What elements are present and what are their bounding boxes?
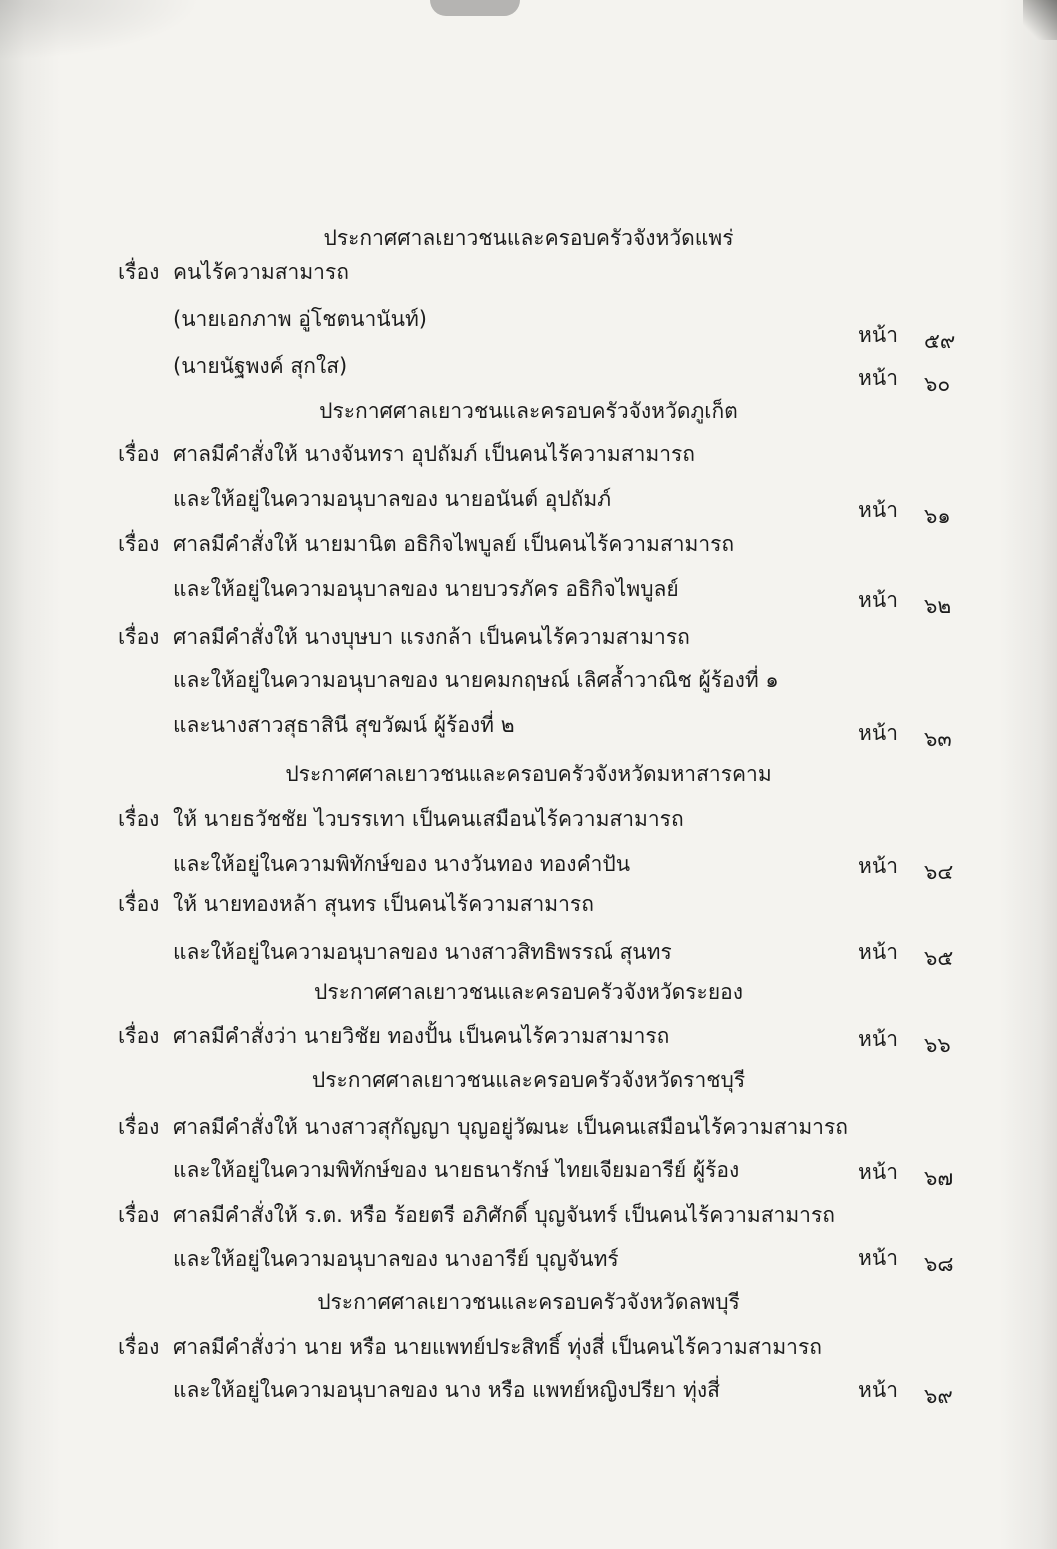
page-label: หน้า bbox=[858, 940, 898, 964]
page-label: หน้า bbox=[858, 366, 898, 390]
entry-line: และให้อยู่ในความอนุบาลของ นาง หรือ แพทย์หญิงปรียา ทุ่งสี่ bbox=[173, 1378, 720, 1402]
entry-label: เรื่อง bbox=[118, 1115, 160, 1139]
entry-label: เรื่อง bbox=[118, 1024, 160, 1048]
entry-line: ศาลมีคำสั่งให้ นางบุษบา แรงกล้า เป็นคนไร้ความสามารถ bbox=[173, 625, 690, 649]
section-heading: ประกาศศาลเยาวชนและครอบครัวจังหวัดระยอง bbox=[313, 980, 744, 1004]
entry-label: เรื่อง bbox=[118, 1335, 160, 1359]
entry-line: และให้อยู่ในความพิทักษ์ของ นางวันทอง ทองคำปัน bbox=[173, 852, 631, 876]
entry-label: เรื่อง bbox=[118, 260, 160, 284]
section-heading: ประกาศศาลเยาวชนและครอบครัวจังหวัดมหาสารคาม bbox=[285, 762, 772, 786]
section-heading: ประกาศศาลเยาวชนและครอบครัวจังหวัดลพบุรี bbox=[317, 1290, 740, 1314]
entry-line: และให้อยู่ในความพิทักษ์ของ นายธนารักษ์ ไทยเจียมอารีย์ ผู้ร้อง bbox=[173, 1158, 740, 1182]
entry-label: เรื่อง bbox=[118, 807, 160, 831]
section-heading: ประกาศศาลเยาวชนและครอบครัวจังหวัดราชบุรี bbox=[311, 1068, 746, 1092]
entry-line: และนางสาวสุธาสินี สุขวัฒน์ ผู้ร้องที่ ๒ bbox=[173, 713, 515, 737]
entry-line: ศาลมีคำสั่งให้ นางสาวสุกัญญา บุญอยู่วัฒนะ เป็นคนเสมือนไร้ความสามารถ bbox=[173, 1115, 848, 1139]
page-number: ๖๙ bbox=[924, 1384, 953, 1408]
page-label: หน้า bbox=[858, 588, 898, 612]
page-label: หน้า bbox=[858, 323, 898, 347]
page-number: ๖๑ bbox=[924, 504, 951, 528]
page-number: ๖๗ bbox=[924, 1166, 954, 1190]
entry-line: ให้ นายทองหล้า สุนทร เป็นคนไร้ความสามารถ bbox=[173, 892, 594, 916]
entry-label: เรื่อง bbox=[118, 625, 160, 649]
scan-artifact bbox=[430, 0, 520, 16]
entry-label: เรื่อง bbox=[118, 442, 160, 466]
page-number: ๕๙ bbox=[924, 329, 956, 353]
page-label: หน้า bbox=[858, 498, 898, 522]
entry-line: ศาลมีคำสั่งให้ นายมานิต อธิกิจไพบูลย์ เป็นคนไร้ความสามารถ bbox=[173, 532, 735, 556]
entry-line: และให้อยู่ในความอนุบาลของ นางอารีย์ บุญจันทร์ bbox=[173, 1247, 619, 1271]
scan-shadow bbox=[0, 0, 200, 60]
entry-line: ให้ นายธวัชชัย ไวบรรเทา เป็นคนเสมือนไร้ความสามารถ bbox=[173, 807, 684, 831]
page-number: ๖๕ bbox=[924, 946, 954, 970]
entry-label: เรื่อง bbox=[118, 892, 160, 916]
page-label: หน้า bbox=[858, 854, 898, 878]
entry-line: (นายเอกภาพ อู่โชตนานันท์) bbox=[173, 307, 427, 331]
page-number: ๖๖ bbox=[924, 1033, 951, 1057]
entry-label: เรื่อง bbox=[118, 532, 160, 556]
page-label: หน้า bbox=[858, 1378, 898, 1402]
entry-label: เรื่อง bbox=[118, 1203, 160, 1227]
section-heading: ประกาศศาลเยาวชนและครอบครัวจังหวัดแพร่ bbox=[323, 226, 734, 250]
entry-line: และให้อยู่ในความอนุบาลของ นายอนันต์ อุปถัมภ์ bbox=[173, 487, 612, 511]
entry-line: ศาลมีคำสั่งว่า นายวิชัย ทองปั้น เป็นคนไร้ความสามารถ bbox=[173, 1024, 670, 1048]
section-heading: ประกาศศาลเยาวชนและครอบครัวจังหวัดภูเก็ต bbox=[319, 399, 738, 423]
page-number: ๖๐ bbox=[924, 372, 951, 396]
entry-line: ศาลมีคำสั่งให้ นางจันทรา อุปถัมภ์ เป็นคนไร้ความสามารถ bbox=[173, 442, 696, 466]
entry-line: ศาลมีคำสั่งให้ ร.ต. หรือ ร้อยตรี อภิศักดิ์ บุญจันทร์ เป็นคนไร้ความสามารถ bbox=[173, 1203, 835, 1227]
page-number: ๖๘ bbox=[924, 1252, 954, 1276]
page-label: หน้า bbox=[858, 1160, 898, 1184]
entry-line: คนไร้ความสามารถ bbox=[173, 260, 349, 284]
entry-line: ศาลมีคำสั่งว่า นาย หรือ นายแพทย์ประสิทธิ์ ทุ่งสี่ เป็นคนไร้ความสามารถ bbox=[173, 1335, 822, 1359]
page-corner-shadow bbox=[1023, 0, 1057, 40]
page-label: หน้า bbox=[858, 721, 898, 745]
page-label: หน้า bbox=[858, 1027, 898, 1051]
entry-line: และให้อยู่ในความอนุบาลของ นายบวรภัคร อธิกิจไพบูลย์ bbox=[173, 577, 679, 601]
entry-line: และให้อยู่ในความอนุบาลของ นางสาวสิทธิพรรณ์ สุนทร bbox=[173, 940, 672, 964]
entry-line: และให้อยู่ในความอนุบาลของ นายคมกฤษณ์ เลิศล้ำวาณิช ผู้ร้องที่ ๑ bbox=[173, 668, 779, 692]
page-number: ๖๓ bbox=[924, 727, 952, 751]
page-number: ๖๒ bbox=[924, 594, 952, 618]
entry-line: (นายนัฐพงค์ สุกใส) bbox=[173, 354, 348, 378]
page-label: หน้า bbox=[858, 1246, 898, 1270]
page-number: ๖๔ bbox=[924, 860, 954, 884]
